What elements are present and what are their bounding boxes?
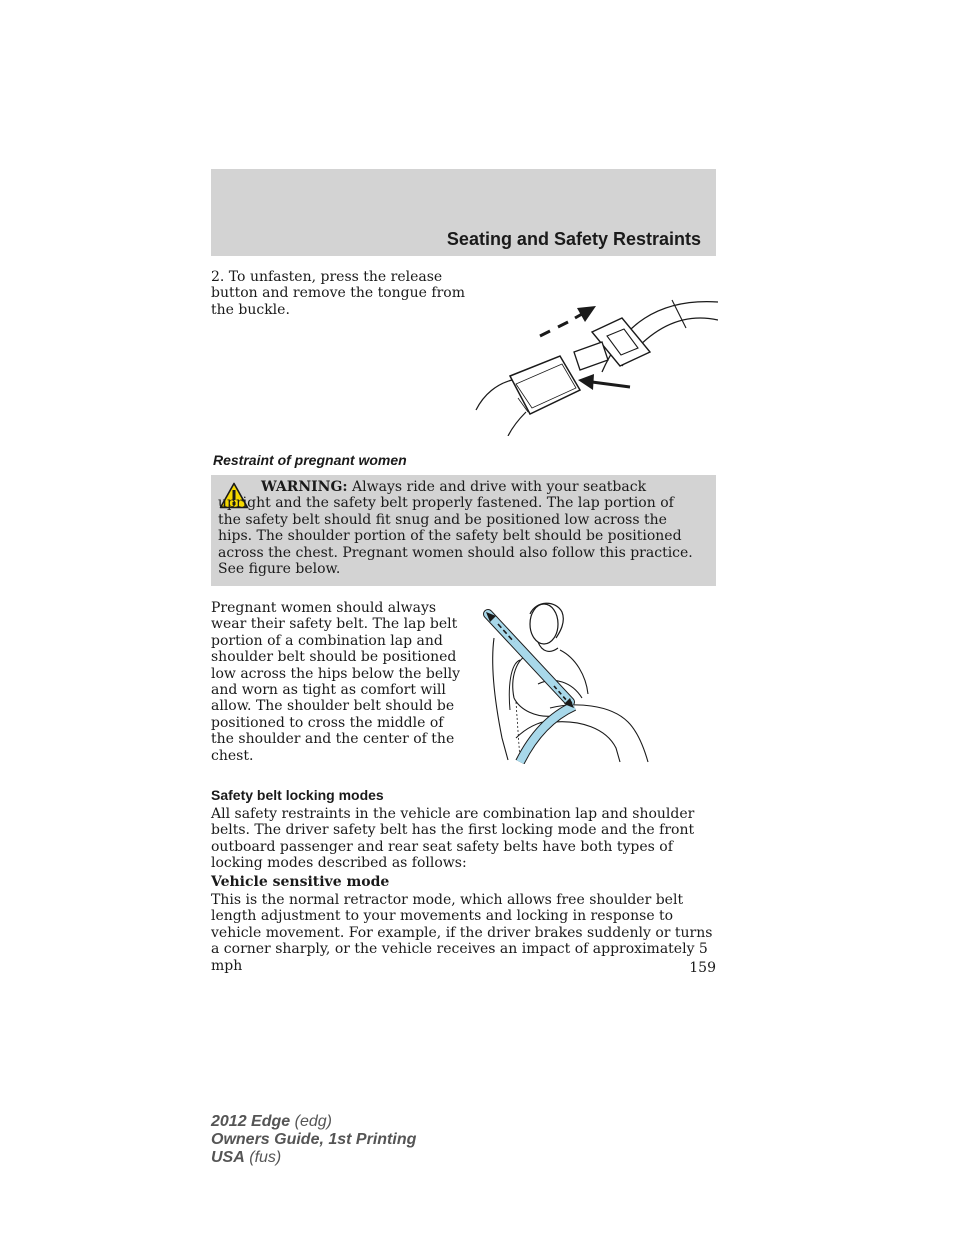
section-title: Seating and Safety Restraints xyxy=(446,229,701,249)
vehicle-sensitive-mode-text: This is the normal retractor mode, which allows free shoulder belt length adjustment to your movements and locking in response to vehicle movement. For example, if the driver brakes suddenly or turns a corner sharply, or the vehicle receives an impact of approximately 5 mph xyxy=(211,892,713,974)
footer-line-model: 2012 Edge (edg) xyxy=(211,1113,332,1130)
unfasten-instruction: 2. To unfasten, press the release button and remove the tongue from the buckle. xyxy=(211,269,465,318)
pregnant-guidance-text: Pregnant women should always wear their safety belt. The lap belt portion of a combination lap and shoulder belt should be positioned low across the hips below the belly and worn as tight as comfort will allow. The shoulder belt should be positioned to cross the middle of the shoulder and the center of the chest. xyxy=(211,600,461,764)
locking-modes-intro: All safety restraints in the vehicle are combination lap and shoulder belts. The driver safety belt has the first locking mode and the front outboard passenger and rear seat safety belts have both types of locking modes described as follows: xyxy=(211,806,695,872)
warning-label: WARNING: xyxy=(261,479,348,495)
pregnant-restraint-heading: Restraint of pregnant women xyxy=(213,452,407,468)
vehicle-sensitive-mode-heading: Vehicle sensitive mode xyxy=(211,874,390,890)
warning-text xyxy=(218,479,701,577)
document-footer xyxy=(211,1113,416,1167)
buckle-release-illustration xyxy=(472,298,718,436)
section-header-band xyxy=(211,169,716,256)
locking-modes-heading: Safety belt locking modes xyxy=(211,787,384,803)
pregnant-woman-belt-illustration xyxy=(480,598,652,764)
warning-box xyxy=(211,475,716,586)
page-number: 159 xyxy=(689,960,716,976)
footer-line-market: USA (fus) xyxy=(211,1149,282,1166)
warning-body: Always ride and drive with your seatback upright and the safety belt properly fastened. The lap portion of the safety belt should fit snug and be positioned low across the hips. The shoulder portion of the safety belt should be positioned across the chest. Pregnant women should also follow this practice. See figure below. xyxy=(218,479,693,578)
footer-line-guide: Owners Guide, 1st Printing xyxy=(211,1131,417,1148)
